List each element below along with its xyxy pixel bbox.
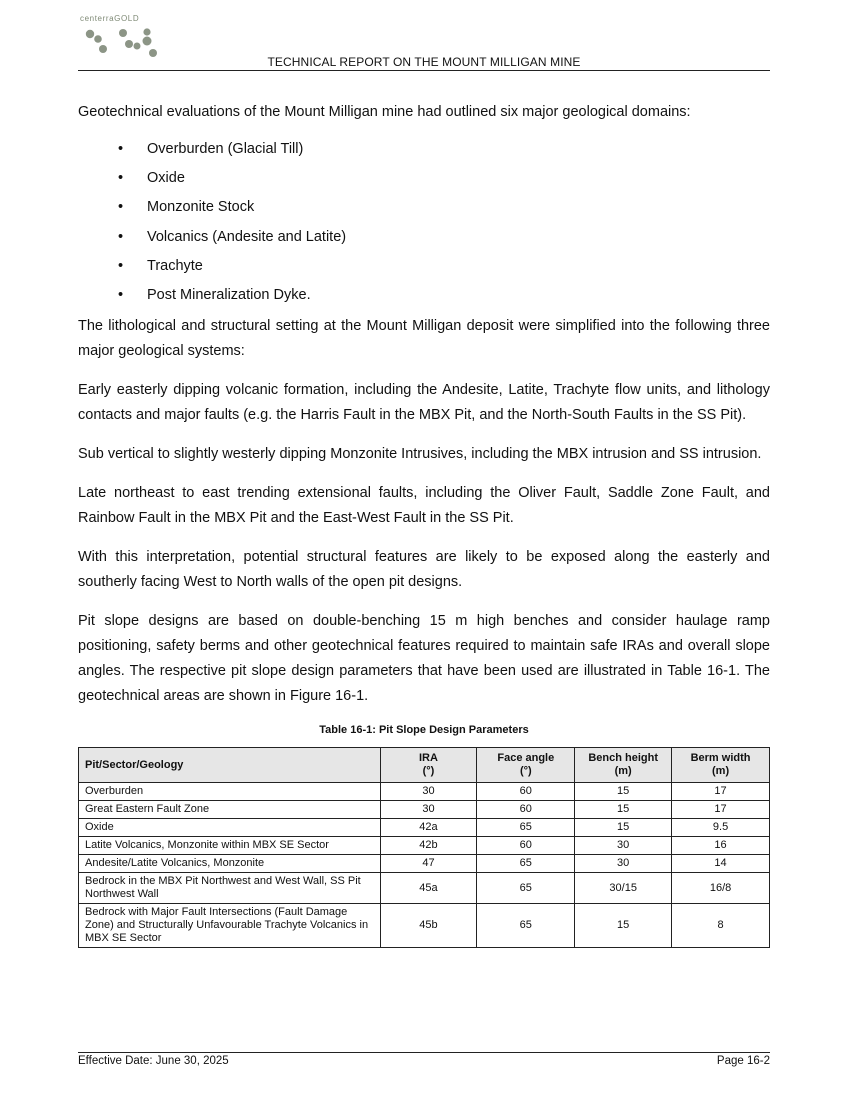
page-content <box>78 100 770 948</box>
body-paragraph: The lithological and structural setting at the Mount Milligan deposit were simplified into the following three major geological systems: <box>78 318 770 360</box>
column-header: Bench height (m) <box>575 748 672 783</box>
table-cell: 30 <box>380 783 477 801</box>
table-row <box>79 783 770 801</box>
table-cell: 60 <box>477 837 575 855</box>
table-cell: 8 <box>672 904 770 948</box>
table-cell: 15 <box>575 783 672 801</box>
table-cell: 30 <box>380 801 477 819</box>
table-row <box>79 819 770 837</box>
list-item: • Trachyte <box>147 256 770 276</box>
column-header: Pit/Sector/Geology <box>79 748 381 783</box>
column-header: Berm width (m) <box>672 748 770 783</box>
table-cell: 15 <box>575 801 672 819</box>
table-cell: 65 <box>477 873 575 904</box>
table-cell: 16/8 <box>672 873 770 904</box>
table-cell: 45b <box>380 904 477 948</box>
table-cell: 15 <box>575 904 672 948</box>
effective-date: Effective Date: June 30, 2025 <box>78 1055 229 1067</box>
table-cell: Bedrock in the MBX Pit Northwest and West Wall, SS Pit Northwest Wall <box>79 873 381 904</box>
table-cell: 60 <box>477 801 575 819</box>
geological-domains-list <box>78 139 770 305</box>
table-cell: Latite Volcanics, Monzonite within MBX SE Sector <box>79 837 381 855</box>
column-header: IRA (°) <box>380 748 477 783</box>
table-cell: 17 <box>672 801 770 819</box>
table-cell: 65 <box>477 904 575 948</box>
table-cell: 15 <box>575 819 672 837</box>
list-item: • Volcanics (Andesite and Latite) <box>147 227 770 247</box>
table-cell: 42b <box>380 837 477 855</box>
table-cell: Oxide <box>79 819 381 837</box>
table-caption: Table 16-1: Pit Slope Design Parameters <box>319 724 529 737</box>
table-cell: 60 <box>477 783 575 801</box>
table-cell: Andesite/Latite Volcanics, Monzonite <box>79 855 381 873</box>
pit-slope-design-table <box>78 747 770 948</box>
table-cell: Great Eastern Fault Zone <box>79 801 381 819</box>
table-cell: Bedrock with Major Fault Intersections (Fault Damage Zone) and Structurally Unfavourable Trachyte Volcanics in MBX SE Sector <box>79 904 381 948</box>
body-paragraph: Pit slope designs are based on double-benching 15 m high benches and consider haulage ramp positioning, safety berms and other geotechnical features required to maintain safe IRAs and overall slope angles. The respective pit slope design parameters that have been used are illustrated in Table 16-1. The geotechnical areas are shown in Figure 16-1. <box>78 613 770 705</box>
column-header: Face angle (°) <box>477 748 575 783</box>
table-cell: 30 <box>575 837 672 855</box>
table-cell: 9.5 <box>672 819 770 837</box>
table-cell: 42a <box>380 819 477 837</box>
body-paragraph: With this interpretation, potential structural features are likely to be exposed along the easterly and southerly facing West to North walls of the open pit designs. <box>78 549 770 591</box>
table-row <box>79 837 770 855</box>
page-number: Page 16-2 <box>716 1055 770 1067</box>
report-header-title: TECHNICAL REPORT ON THE MOUNT MILLIGAN MINE <box>267 55 581 69</box>
body-paragraph: Sub vertical to slightly westerly dipping Monzonite Intrusives, including the MBX intrusion and SS intrusion. <box>78 446 762 463</box>
table-cell: 65 <box>477 819 575 837</box>
table-cell: 17 <box>672 783 770 801</box>
body-paragraph: Late northeast to east trending extensional faults, including the Oliver Fault, Saddle Zone Fault, and Rainbow Fault in the MBX Pit and the East-West Fault in the SS Pit. <box>78 485 770 527</box>
table-row <box>79 873 770 904</box>
body-paragraph: Early easterly dipping volcanic formation, including the Andesite, Latite, Trachyte flow units, and lithology contacts and major faults (e.g. the Harris Fault in the MBX Pit, and the North-South Faults in the SS Pit). <box>78 382 770 424</box>
header-divider <box>78 70 770 71</box>
table-cell: 47 <box>380 855 477 873</box>
table-cell: 65 <box>477 855 575 873</box>
table-cell: 30 <box>575 855 672 873</box>
table-row <box>79 855 770 873</box>
table-row <box>79 904 770 948</box>
intro-paragraph: Geotechnical evaluations of the Mount Milligan mine had outlined six major geological domains: <box>78 104 691 120</box>
table-cell: Overburden <box>79 783 381 801</box>
list-item: • Monzonite Stock <box>147 197 770 217</box>
table-header-row <box>79 748 770 783</box>
table-row <box>79 801 770 819</box>
list-item: • Oxide <box>147 168 770 188</box>
table-cell: 14 <box>672 855 770 873</box>
list-item: • Post Mineralization Dyke. <box>147 285 770 305</box>
logo-wordmark: centerraGOLD <box>80 14 140 23</box>
table-cell: 30/15 <box>575 873 672 904</box>
footer-divider <box>78 1052 770 1053</box>
table-cell: 45a <box>380 873 477 904</box>
list-item: • Overburden (Glacial Till) <box>147 139 770 159</box>
table-cell: 16 <box>672 837 770 855</box>
